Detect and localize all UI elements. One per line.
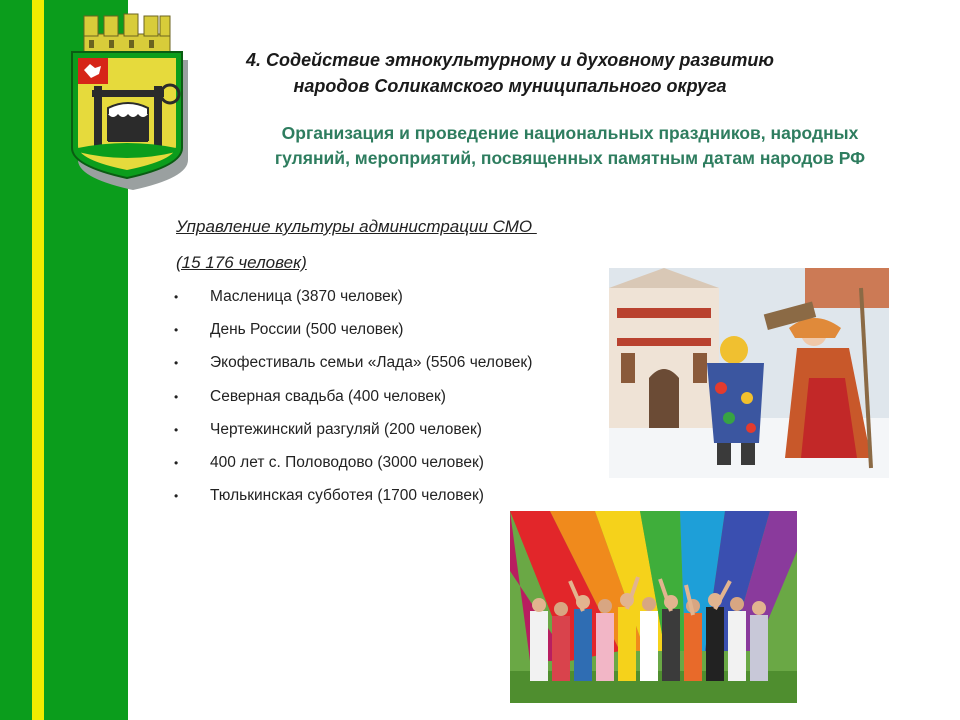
title-line-2: народов Соликамского муниципального округа xyxy=(293,76,727,96)
list-item xyxy=(172,385,532,418)
event-label: Тюлькинская субботея (1700 человек) xyxy=(210,487,484,505)
bullet-icon: • xyxy=(174,356,179,371)
events-list xyxy=(172,285,532,517)
slide-subtitle xyxy=(200,121,940,171)
list-item xyxy=(172,285,532,318)
bullet-icon: • xyxy=(174,489,179,504)
event-label: Чертежинский разгуляй (200 человек) xyxy=(210,420,482,438)
department-name: Управление культуры администрации СМО xyxy=(176,217,537,236)
subtitle-line-1: Организация и проведение национальных праздников, народных xyxy=(281,123,859,143)
photo-ecofestival-group xyxy=(510,511,797,703)
left-stripe-yellow xyxy=(32,0,44,720)
department-total: (15 176 человек) xyxy=(176,253,307,272)
bullet-icon: • xyxy=(174,389,179,404)
list-item xyxy=(172,451,532,484)
list-item xyxy=(172,318,532,351)
left-stripe-green xyxy=(0,0,32,720)
event-label: Масленица (3870 человек) xyxy=(210,288,403,305)
bullet-icon: • xyxy=(174,323,179,338)
bullet-icon: • xyxy=(174,455,179,470)
coat-of-arms-icon xyxy=(62,10,196,190)
event-label: День России (500 человек) xyxy=(210,321,404,339)
event-label: Северная свадьба (400 человек) xyxy=(210,387,446,405)
slide-title xyxy=(210,47,810,99)
photo-maslenitsa xyxy=(609,268,889,478)
list-item xyxy=(172,484,532,517)
subtitle-line-2: гуляний, мероприятий, посвященных памятным датам народов РФ xyxy=(274,148,866,168)
event-label: 400 лет с. Половодово (3000 человек) xyxy=(210,453,484,471)
bullet-icon: • xyxy=(174,422,179,437)
bullet-icon: • xyxy=(174,290,179,304)
title-line-1: 4. Содействие этнокультурному и духовному развитию xyxy=(246,50,774,70)
list-item xyxy=(172,351,532,384)
list-item xyxy=(172,418,532,451)
event-label: Экофестиваль семьи «Лада» (5506 человек) xyxy=(210,354,533,372)
